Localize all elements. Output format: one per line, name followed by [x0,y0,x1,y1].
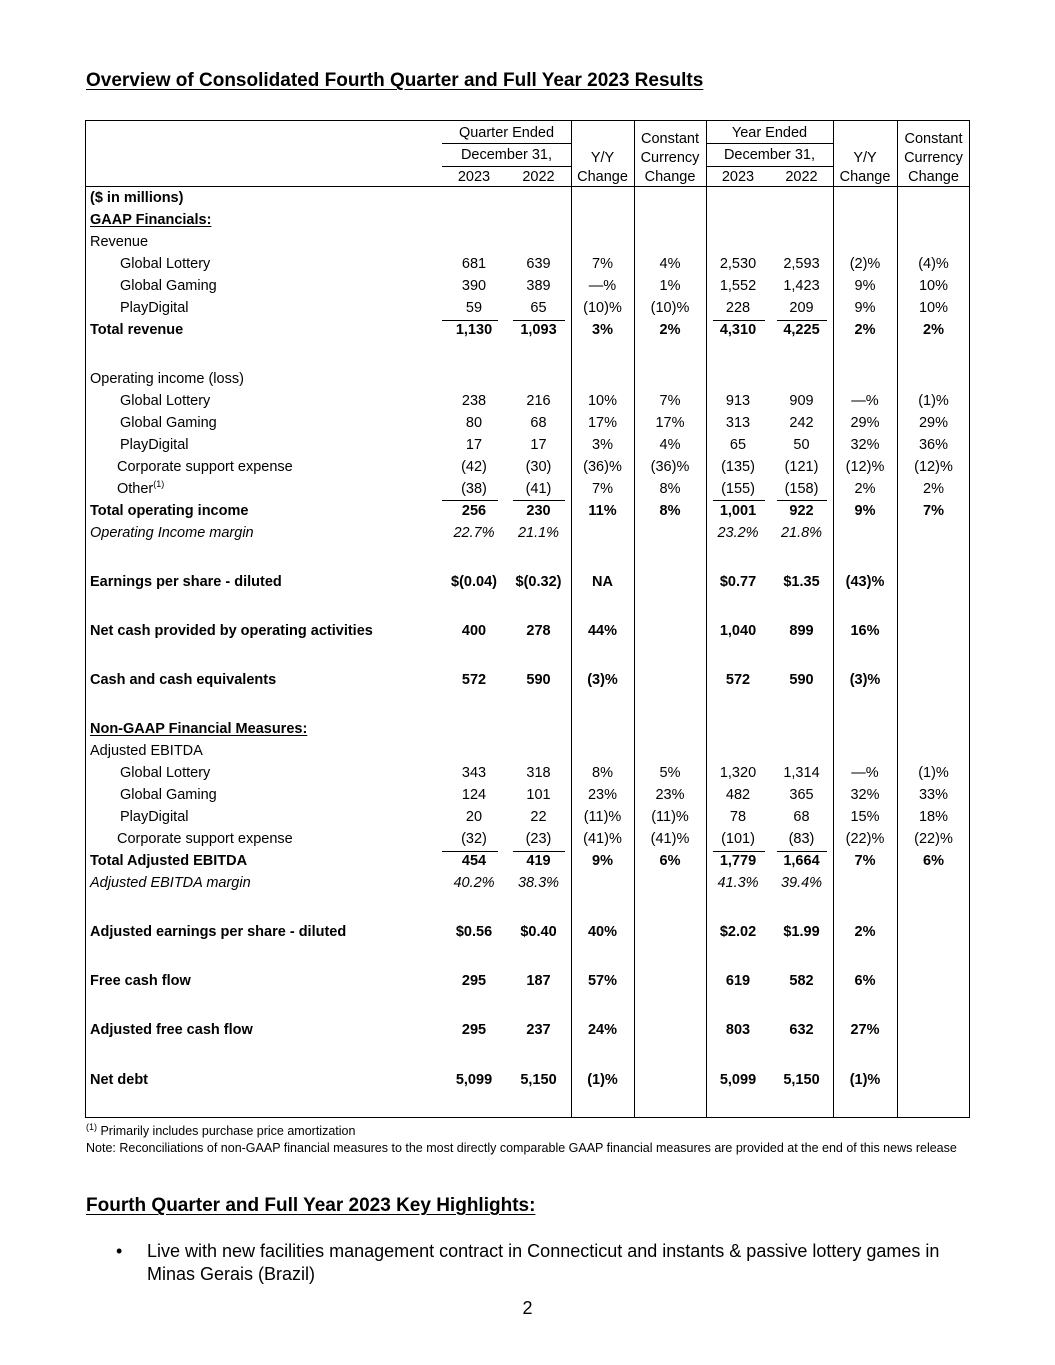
value-cell: 33% [918,787,949,803]
value-cell: 21.8% [780,525,823,541]
value-cell: $0.77 [719,574,757,590]
value-cell: 209 [789,300,814,316]
value-cell: 909 [789,393,814,409]
value-cell: 3% [592,322,613,338]
value-cell: 22 [530,809,547,825]
value-cell: 619 [725,973,751,989]
value-cell: 2% [854,322,876,338]
y-2023-header: 2023 [721,169,755,185]
value-cell: (36)% [650,459,690,475]
value-cell: 18% [918,809,949,825]
value-cell: 78 [729,809,747,825]
row-label: Corporate support expense [117,831,293,847]
value-cell: 24% [587,1022,618,1038]
value-cell: 6% [923,853,944,869]
value-cell: 4,310 [719,322,757,338]
value-cell: (41)% [583,831,622,847]
value-cell: $1.35 [783,574,820,590]
value-cell: 32% [850,787,880,803]
value-cell: 7% [854,853,876,869]
row-label: Free cash flow [90,973,191,989]
total-rule [513,851,565,852]
value-cell: $(0.32) [515,574,562,590]
value-cell: 36% [918,437,949,453]
value-cell: 5,150 [520,1072,557,1088]
value-cell: 913 [725,393,751,409]
value-cell: 17% [655,415,685,431]
value-cell: 40.2% [453,875,495,891]
value-cell: 5,099 [719,1072,757,1088]
value-cell: 22.7% [453,525,495,541]
value-cell: 295 [461,1022,487,1038]
row-label: Total revenue [90,322,184,338]
value-cell: 6% [659,853,681,869]
units-label: ($ in millions) [90,190,184,206]
value-cell: (41) [525,481,552,497]
value-cell: —% [588,278,617,294]
value-cell: 639 [526,256,551,272]
footnote-text: Primarily includes purchase price amortization [97,1124,356,1138]
value-cell: 10% [587,393,618,409]
value-cell: 9% [854,278,876,294]
value-cell: 6% [854,973,876,989]
q-cc-header-3: Change [644,169,696,185]
value-cell: 8% [592,765,613,781]
value-cell: 21.1% [517,525,560,541]
value-cell: 632 [789,1022,814,1038]
highlights-title: Fourth Quarter and Full Year 2023 Key Highlights: [86,1195,536,1216]
value-cell: 1,779 [719,853,757,869]
value-cell: 237 [526,1022,551,1038]
value-cell: 390 [461,278,487,294]
row-label: Operating Income margin [90,525,254,541]
value-cell: 1,093 [520,322,557,338]
value-cell: 2% [923,322,944,338]
value-cell: 57% [587,973,618,989]
value-cell: (121) [784,459,819,475]
value-cell: (32) [461,831,487,847]
value-cell: 1,552 [719,278,757,294]
value-cell: 2% [923,481,944,497]
value-cell: (1)% [918,393,949,409]
value-cell: —% [851,765,879,781]
value-cell: —% [851,393,879,409]
value-cell: 295 [461,973,487,989]
value-cell: 68 [793,809,810,825]
value-cell: 318 [526,765,551,781]
value-cell: 8% [659,481,681,497]
q-cc-header-2: Currency [640,150,700,166]
value-cell: (30) [525,459,552,475]
value-cell: $0.40 [520,924,557,940]
value-cell: $1.99 [783,924,820,940]
y-cc-header-3: Change [908,169,959,185]
value-cell: 9% [854,503,876,519]
row-label: Net cash provided by operating activities [90,623,373,639]
value-cell: 27% [850,1022,880,1038]
row-label: Cash and cash equivalents [90,672,277,688]
header-underline [706,166,833,167]
total-rule [777,500,827,501]
row-label: Global Lottery [120,765,211,781]
value-cell: 17 [465,437,483,453]
value-cell: 2,593 [783,256,820,272]
value-cell: 40% [587,924,618,940]
value-cell: (1)% [587,1072,618,1088]
value-cell: 1,664 [783,853,820,869]
value-cell: 343 [461,765,487,781]
value-cell: 39.4% [780,875,823,891]
value-cell: 454 [461,853,487,869]
value-cell: 187 [526,973,551,989]
value-cell: (2)% [849,256,881,272]
value-cell: 7% [659,393,681,409]
value-cell: 8% [659,503,681,519]
value-cell: (41)% [650,831,690,847]
header-rule [85,186,970,187]
row-label: Global Lottery [120,256,211,272]
value-cell: 419 [526,853,551,869]
value-cell: 65 [729,437,747,453]
value-cell: 922 [789,503,814,519]
value-cell: (3)% [849,672,881,688]
value-cell: 15% [850,809,880,825]
value-cell: (12)% [845,459,885,475]
value-cell: (38) [461,481,487,497]
value-cell: 5,099 [455,1072,493,1088]
value-cell: 572 [725,672,751,688]
value-cell: (158) [784,481,819,497]
value-cell: (101) [721,831,755,847]
q-2023-header: 2023 [457,169,491,185]
header-underline [442,143,571,144]
value-cell: 20 [465,809,483,825]
row-label: Global Lottery [120,393,211,409]
adjusted-ebitda-header: Adjusted EBITDA [90,743,203,759]
value-cell: 4% [659,256,681,272]
value-cell: 256 [461,503,487,519]
value-cell: 242 [789,415,814,431]
value-cell: 1,314 [783,765,820,781]
value-cell: 29% [918,415,949,431]
value-cell: NA [592,574,613,590]
y-yy-header-2: Change [839,169,891,185]
y-2022-header: 2022 [785,169,818,185]
page-number: 2 [522,1298,533,1318]
y-yy-header-1: Y/Y [853,150,877,166]
row-label: Earnings per share - diluted [90,574,282,590]
value-cell: 590 [526,672,551,688]
row-label: PlayDigital [120,300,189,316]
non-gaap-section-header: Non-GAAP Financial Measures: [90,721,308,737]
value-cell: 216 [526,393,551,409]
value-cell: 9% [854,300,876,316]
value-cell: (1)% [918,765,949,781]
y-cc-header-1: Constant [904,131,963,147]
quarter-date-header: December 31, [460,147,553,163]
value-cell: 1,320 [719,765,757,781]
page-title: Overview of Consolidated Fourth Quarter and Full Year 2023 Results [86,70,704,91]
value-cell: $0.56 [455,924,493,940]
value-cell: 400 [461,623,487,639]
total-rule [713,320,765,321]
value-cell: 7% [592,481,613,497]
value-cell: (23) [525,831,552,847]
gaap-section-header: GAAP Financials: [90,212,212,228]
value-cell: (22)% [845,831,885,847]
value-cell: (11)% [583,809,622,825]
row-label: Global Gaming [120,787,217,803]
value-cell: 124 [461,787,487,803]
year-date-header: December 31, [723,147,816,163]
value-cell: 5,150 [783,1072,820,1088]
value-cell: 44% [587,623,618,639]
q-cc-header-1: Constant [640,131,700,147]
value-cell: 1,001 [719,503,757,519]
total-rule [713,851,765,852]
value-cell: 10% [918,300,949,316]
value-cell: 59 [465,300,483,316]
value-cell: (42) [461,459,487,475]
row-label: PlayDigital [120,809,189,825]
value-cell: 278 [526,623,551,639]
total-rule [777,320,827,321]
value-cell: 582 [789,973,814,989]
header-underline [442,166,571,167]
value-cell: 17 [530,437,547,453]
value-cell: 16% [850,623,880,639]
total-rule [713,500,765,501]
value-cell: 803 [725,1022,751,1038]
row-label: Adjusted free cash flow [90,1022,253,1038]
row-label: Corporate support expense [117,459,293,475]
row-label: Total operating income [90,503,249,519]
value-cell: (22)% [914,831,953,847]
value-cell: (12)% [914,459,953,475]
value-cell: $2.02 [719,924,757,940]
row-label: Global Gaming [120,278,217,294]
value-cell: 2,530 [719,256,757,272]
value-cell: (3)% [587,672,618,688]
value-cell: 101 [526,787,551,803]
value-cell: (11)% [651,809,689,825]
value-cell: 899 [789,623,814,639]
row-label: Other$^{(1)}$ [117,479,165,497]
value-cell: 1,130 [455,322,493,338]
value-cell: 2% [854,924,876,940]
value-cell: 38.3% [517,875,560,891]
reconciliation-note: Note: Reconciliations of non-GAAP financial measures to the most directly comparable GAAP financial measures are provided at the end of this news release [86,1141,957,1155]
value-cell: 29% [850,415,880,431]
value-cell: 5% [659,765,681,781]
value-cell: (135) [721,459,755,475]
value-cell: 228 [725,300,751,316]
value-cell: 65 [530,300,547,316]
value-cell: 1% [659,278,681,294]
quarter-ended-header: Quarter Ended [458,125,555,141]
footnote [86,1123,355,1140]
bullet-marker: • [116,1241,123,1261]
value-cell: (4)% [918,256,949,272]
value-cell: (10)% [650,300,690,316]
value-cell: $(0.04) [451,574,497,590]
header-underline [706,143,833,144]
value-cell: 1,423 [783,278,820,294]
value-cell: (36)% [583,459,622,475]
value-cell: (83) [788,831,815,847]
value-cell: 230 [526,503,551,519]
highlight-item: Live with new facilities management contract in Connecticut and instants & passive lottery games in Minas Gerais (Brazil) [147,1241,940,1284]
revenue-header: Revenue [90,234,149,250]
row-label: Global Gaming [120,415,217,431]
value-cell: (43)% [845,574,885,590]
total-rule [513,500,565,501]
value-cell: 482 [725,787,751,803]
value-cell: 572 [461,672,487,688]
value-cell: 23.2% [717,525,759,541]
total-rule [442,500,498,501]
row-label: Total Adjusted EBITDA [90,853,248,869]
row-label: Adjusted EBITDA margin [90,875,251,891]
row-label: Net debt [90,1072,148,1088]
footnote-marker: (1) [86,1121,97,1132]
total-rule [513,320,565,321]
value-cell: 32% [850,437,880,453]
q-yy-header-2: Change [577,169,628,185]
q-yy-header-1: Y/Y [590,150,615,166]
value-cell: 23% [655,787,685,803]
y-cc-header-2: Currency [904,150,963,166]
value-cell: 681 [461,256,487,272]
value-cell: 9% [592,853,613,869]
year-ended-header: Year Ended [731,125,808,141]
value-cell: 4,225 [783,322,820,338]
value-cell: 80 [465,415,483,431]
total-rule [442,320,498,321]
row-label: Adjusted earnings per share - diluted [90,924,347,940]
total-rule [777,851,827,852]
value-cell: 7% [592,256,613,272]
value-cell: 389 [526,278,551,294]
value-cell: 313 [725,415,751,431]
value-cell: (1)% [849,1072,881,1088]
value-cell: 238 [461,393,487,409]
operating-income-header: Operating income (loss) [90,371,244,387]
value-cell: 7% [923,503,944,519]
value-cell: 10% [918,278,949,294]
value-cell: 4% [659,437,681,453]
value-cell: 590 [789,672,814,688]
value-cell: 3% [592,437,613,453]
q-2022-header: 2022 [522,169,555,185]
value-cell: 41.3% [717,875,759,891]
total-rule [442,851,498,852]
value-cell: 11% [588,503,617,519]
value-cell: 68 [530,415,547,431]
value-cell: 365 [789,787,814,803]
value-cell: 50 [793,437,810,453]
value-cell: (10)% [583,300,622,316]
value-cell: 2% [854,481,876,497]
row-label: PlayDigital [120,437,189,453]
value-cell: (155) [721,481,755,497]
value-cell: 17% [587,415,618,431]
value-cell: 2% [659,322,681,338]
value-cell: 1,040 [719,623,757,639]
value-cell: 23% [587,787,618,803]
